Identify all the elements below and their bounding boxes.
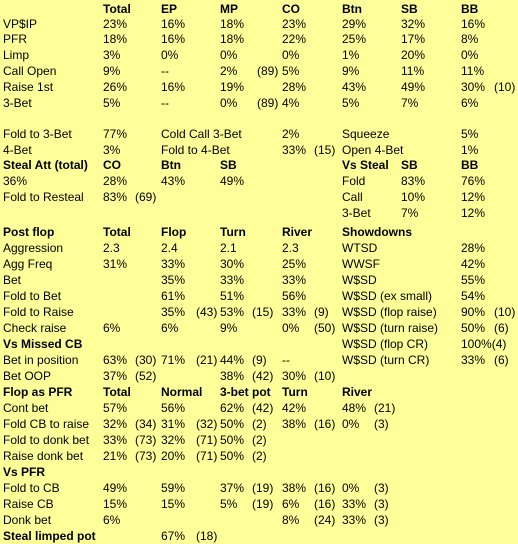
stat-value: 42% xyxy=(461,257,486,271)
stat-value: 30% xyxy=(461,80,486,94)
stat-value: 5% xyxy=(342,96,360,110)
stat-value: W$SD (ex small) xyxy=(342,289,433,303)
stat-header: Btn xyxy=(342,2,362,16)
stat-header: CO xyxy=(282,2,300,16)
stat-value: (43) xyxy=(196,305,218,319)
stat-value: 0% xyxy=(161,48,179,62)
stat-label: Fold to 3-Bet xyxy=(3,127,72,141)
stat-value: 37% xyxy=(103,369,128,383)
stat-header: Steal Att (total) xyxy=(3,158,88,172)
stat-value: 62% xyxy=(220,401,245,415)
stat-value: (10) xyxy=(314,369,336,383)
stat-value: 33% xyxy=(103,433,128,447)
stat-header: Total xyxy=(103,385,131,399)
stat-value: 28% xyxy=(282,80,307,94)
stat-value: 90% xyxy=(461,305,486,319)
stat-value: 6% xyxy=(161,321,179,335)
stat-value: 50% xyxy=(220,417,245,431)
stat-label: VP$IP xyxy=(3,17,38,31)
stat-value: 51% xyxy=(220,289,245,303)
stat-value: 56% xyxy=(161,401,186,415)
stat-label: Fold to CB xyxy=(3,481,60,495)
stat-value: 56% xyxy=(282,289,307,303)
stat-label: Fold CB to raise xyxy=(3,417,90,431)
stat-value: 0% xyxy=(342,481,360,495)
stat-label: Donk bet xyxy=(3,513,52,527)
stat-value: -- xyxy=(282,353,290,367)
stat-value: 2% xyxy=(282,127,300,141)
stat-value: 6% xyxy=(103,513,121,527)
stat-value: 16% xyxy=(461,17,486,31)
stat-value: 32% xyxy=(401,17,426,31)
stat-value: (2) xyxy=(252,417,267,431)
stat-value: Call xyxy=(342,190,363,204)
stat-label: Limp xyxy=(3,48,30,62)
stat-header: Turn xyxy=(220,225,246,239)
stat-value: (9) xyxy=(314,305,329,319)
stat-value: 1% xyxy=(461,143,479,157)
stat-value: 49% xyxy=(220,174,245,188)
stat-value: -- xyxy=(161,96,169,110)
stat-header: Vs Missed CB xyxy=(3,337,83,351)
stat-value: 5% xyxy=(220,497,238,511)
stat-value: 44% xyxy=(220,353,245,367)
stat-value: 38% xyxy=(282,481,307,495)
stat-value: (6) xyxy=(494,353,509,367)
stat-value: (10) xyxy=(494,80,516,94)
stat-value: 15% xyxy=(161,497,186,511)
stat-value: 76% xyxy=(461,174,486,188)
stat-value: (10) xyxy=(494,305,516,319)
stat-value: 31% xyxy=(103,257,128,271)
stat-value: Squeeze xyxy=(342,127,390,141)
stat-header: BB xyxy=(461,2,479,16)
stat-value: 33% xyxy=(282,273,307,287)
stat-value: 35% xyxy=(161,273,186,287)
stat-value: (89) xyxy=(257,96,279,110)
stat-value: (30) xyxy=(135,353,157,367)
stat-value: 0% xyxy=(282,321,300,335)
stat-value: 26% xyxy=(103,80,128,94)
stat-value: 0% xyxy=(342,417,360,431)
stat-header: River xyxy=(282,225,313,239)
stat-value: WWSF xyxy=(342,257,380,271)
stat-value: 16% xyxy=(161,80,186,94)
stat-value: 8% xyxy=(282,513,300,527)
stat-header: Normal xyxy=(161,385,203,399)
stat-value: (3) xyxy=(374,417,389,431)
stat-label: 4-Bet xyxy=(3,143,32,157)
stat-label: 36% xyxy=(3,174,28,188)
stat-value: 59% xyxy=(161,481,186,495)
stat-value: 33% xyxy=(220,273,245,287)
stat-value: Cold Call 3-Bet xyxy=(161,127,242,141)
stat-value: 50% xyxy=(220,433,245,447)
stat-header: Btn xyxy=(161,158,181,172)
stat-value: (16) xyxy=(314,497,336,511)
stat-value: 20% xyxy=(401,48,426,62)
stat-value: 3% xyxy=(103,143,121,157)
stat-value: 19% xyxy=(220,80,245,94)
stat-value: 2.3 xyxy=(103,241,120,255)
stat-value: 31% xyxy=(161,417,186,431)
stat-header: EP xyxy=(161,2,178,16)
stat-value: 6% xyxy=(282,497,300,511)
stat-value: 25% xyxy=(342,32,367,46)
stat-value: 9% xyxy=(103,64,121,78)
stat-label: Aggression xyxy=(3,241,64,255)
stat-value: 67% xyxy=(161,529,186,543)
stat-value: 38% xyxy=(220,369,245,383)
stat-value: Open 4-Bet xyxy=(342,143,404,157)
stat-label: Raise 1st xyxy=(3,80,54,94)
stat-value: Fold to 4-Bet xyxy=(161,143,230,157)
stat-header: Vs PFR xyxy=(3,465,46,479)
stat-header: Total xyxy=(103,225,131,239)
stat-header: Vs Steal xyxy=(342,158,389,172)
stat-value: (21) xyxy=(374,401,396,415)
stat-header: Turn xyxy=(282,385,308,399)
stat-label: Fold to Raise xyxy=(3,305,74,319)
stat-value: 43% xyxy=(161,174,186,188)
stat-value: (19) xyxy=(252,481,274,495)
stat-value: (3) xyxy=(374,481,389,495)
stat-header: Total xyxy=(103,2,131,16)
stat-header: CO xyxy=(103,158,121,172)
stat-value: 32% xyxy=(103,417,128,431)
stat-value: 1% xyxy=(342,48,360,62)
stat-header: Flop as PFR xyxy=(3,385,73,399)
stat-value: 100%(4) xyxy=(461,337,507,351)
stat-value: 49% xyxy=(103,481,128,495)
stat-label: Agg Freq xyxy=(3,257,53,271)
stat-header: SB xyxy=(401,158,418,172)
stat-value: 43% xyxy=(342,80,367,94)
stat-value: 20% xyxy=(161,449,186,463)
stat-value: 11% xyxy=(401,64,425,78)
stat-label: Check raise xyxy=(3,321,67,335)
stat-value: (32) xyxy=(196,417,218,431)
stat-value: 33% xyxy=(342,513,367,527)
stat-value: 18% xyxy=(220,17,245,31)
stat-value: 48% xyxy=(342,401,367,415)
stat-value: 53% xyxy=(220,305,245,319)
stat-header: MP xyxy=(220,2,238,16)
stat-header: SB xyxy=(220,158,237,172)
stat-value: 10% xyxy=(401,190,426,204)
stat-value: 29% xyxy=(342,17,367,31)
stat-value: 12% xyxy=(461,190,486,204)
stat-value: 50% xyxy=(461,321,486,335)
stat-value: 0% xyxy=(220,48,238,62)
stat-value: 25% xyxy=(282,257,307,271)
stat-header: Steal limped pot xyxy=(3,529,96,543)
stat-value: 16% xyxy=(161,32,186,46)
stat-value: 17% xyxy=(401,32,426,46)
stat-value: (9) xyxy=(252,353,267,367)
stat-value: 23% xyxy=(103,17,128,31)
stat-header: SB xyxy=(401,2,418,16)
stat-value: 33% xyxy=(342,497,367,511)
stat-value: 5% xyxy=(282,64,300,78)
stat-header: Post flop xyxy=(3,225,55,239)
stat-value: (3) xyxy=(374,513,389,527)
stat-label: Cont bet xyxy=(3,401,49,415)
stat-value: (15) xyxy=(314,143,336,157)
stat-value: 33% xyxy=(461,353,486,367)
stat-value: (2) xyxy=(252,433,267,447)
stat-value: 0% xyxy=(220,96,238,110)
stat-label: Bet xyxy=(3,273,22,287)
stat-value: 18% xyxy=(103,32,128,46)
stat-value: 42% xyxy=(282,401,307,415)
stat-value: 7% xyxy=(401,96,419,110)
stat-value: 12% xyxy=(461,206,486,220)
stat-value: W$SD (turn CR) xyxy=(342,353,430,367)
stat-label: Bet OOP xyxy=(3,369,52,383)
stat-value: 83% xyxy=(401,174,426,188)
stat-value: (34) xyxy=(135,417,157,431)
stat-value: WTSD xyxy=(342,241,378,255)
stat-value: 16% xyxy=(161,17,186,31)
stat-label: Call Open xyxy=(3,64,57,78)
stat-value: W$SD xyxy=(342,273,377,287)
stat-value: 9% xyxy=(220,321,238,335)
stat-value: 35% xyxy=(161,305,186,319)
stat-value: (18) xyxy=(196,529,218,543)
stat-value: (19) xyxy=(252,497,274,511)
stat-value: (42) xyxy=(252,401,274,415)
stat-value: (3) xyxy=(374,497,389,511)
stat-header: 3-bet pot xyxy=(220,385,271,399)
stat-label: Raise CB xyxy=(3,497,54,511)
stat-value: 8% xyxy=(461,32,479,46)
stat-value: 63% xyxy=(103,353,128,367)
stat-label: PFR xyxy=(3,32,27,46)
stat-value: 3% xyxy=(103,48,121,62)
stat-value: 33% xyxy=(282,143,307,157)
stat-value: 9% xyxy=(342,64,360,78)
stat-value: (71) xyxy=(196,449,218,463)
stat-value: 57% xyxy=(103,401,128,415)
stat-value: 55% xyxy=(461,273,486,287)
stat-value: 28% xyxy=(461,241,486,255)
stat-value: W$SD (flop raise) xyxy=(342,305,437,319)
stat-value: 83% xyxy=(103,190,128,204)
stat-value: 28% xyxy=(103,174,128,188)
stat-value: 49% xyxy=(401,80,426,94)
stat-value: (50) xyxy=(314,321,336,335)
stat-value: (16) xyxy=(314,417,336,431)
stat-value: 0% xyxy=(282,48,300,62)
stat-value: (42) xyxy=(252,369,274,383)
stat-value: 32% xyxy=(161,433,186,447)
stat-value: 61% xyxy=(161,289,186,303)
stat-value: 77% xyxy=(103,127,128,141)
stat-value: (24) xyxy=(314,513,336,527)
stat-value: 38% xyxy=(282,417,307,431)
stat-value: (69) xyxy=(135,190,157,204)
stat-value: 4% xyxy=(282,96,300,110)
stat-value: 2.3 xyxy=(282,241,299,255)
stat-value: -- xyxy=(161,64,169,78)
stat-value: 7% xyxy=(401,206,419,220)
stat-value: 23% xyxy=(282,17,307,31)
stat-header: Showdowns xyxy=(342,225,412,239)
stat-value: (71) xyxy=(196,433,218,447)
stat-label: Bet in position xyxy=(3,353,79,367)
stat-label: Fold to donk bet xyxy=(3,433,90,447)
stat-value: W$SD (turn raise) xyxy=(342,321,439,335)
stat-value: 5% xyxy=(461,127,479,141)
stat-label: Raise donk bet xyxy=(3,449,84,463)
stat-value: (21) xyxy=(196,353,218,367)
stat-value: 54% xyxy=(461,289,486,303)
stat-value: 37% xyxy=(220,481,245,495)
stat-label: Fold to Resteal xyxy=(3,190,84,204)
stat-value: 30% xyxy=(220,257,245,271)
stat-value: (6) xyxy=(494,321,509,335)
stat-value: 3-Bet xyxy=(342,206,371,220)
stat-value: 15% xyxy=(103,497,128,511)
stat-value: 18% xyxy=(220,32,245,46)
stat-value: (52) xyxy=(135,369,157,383)
stat-value: 6% xyxy=(461,96,479,110)
stat-value: (2) xyxy=(252,449,267,463)
stat-value: 22% xyxy=(282,32,307,46)
stat-value: 30% xyxy=(282,369,307,383)
stat-value: 33% xyxy=(161,257,186,271)
stat-value: Fold xyxy=(342,174,366,188)
stat-value: 33% xyxy=(282,305,307,319)
stat-value: 2% xyxy=(220,64,238,78)
stat-header: BB xyxy=(461,158,479,172)
stat-value: 2.1 xyxy=(220,241,237,255)
stat-value: 5% xyxy=(103,96,121,110)
stat-value: (15) xyxy=(252,305,274,319)
stat-header: River xyxy=(342,385,373,399)
stat-value: (89) xyxy=(257,64,279,78)
stat-value: 21% xyxy=(103,449,128,463)
stat-label: Fold to Bet xyxy=(3,289,62,303)
stat-value: W$SD (flop CR) xyxy=(342,337,429,351)
stat-value: (73) xyxy=(135,449,157,463)
stat-value: (73) xyxy=(135,433,157,447)
stat-value: 11% xyxy=(461,64,485,78)
stat-label: 3-Bet xyxy=(3,96,32,110)
stat-value: 71% xyxy=(161,353,186,367)
stat-value: 6% xyxy=(103,321,121,335)
stat-value: 2.4 xyxy=(161,241,178,255)
stat-value: 50% xyxy=(220,449,245,463)
stat-value: 0% xyxy=(461,48,479,62)
stat-header: Flop xyxy=(161,225,187,239)
stat-value: (16) xyxy=(314,481,336,495)
